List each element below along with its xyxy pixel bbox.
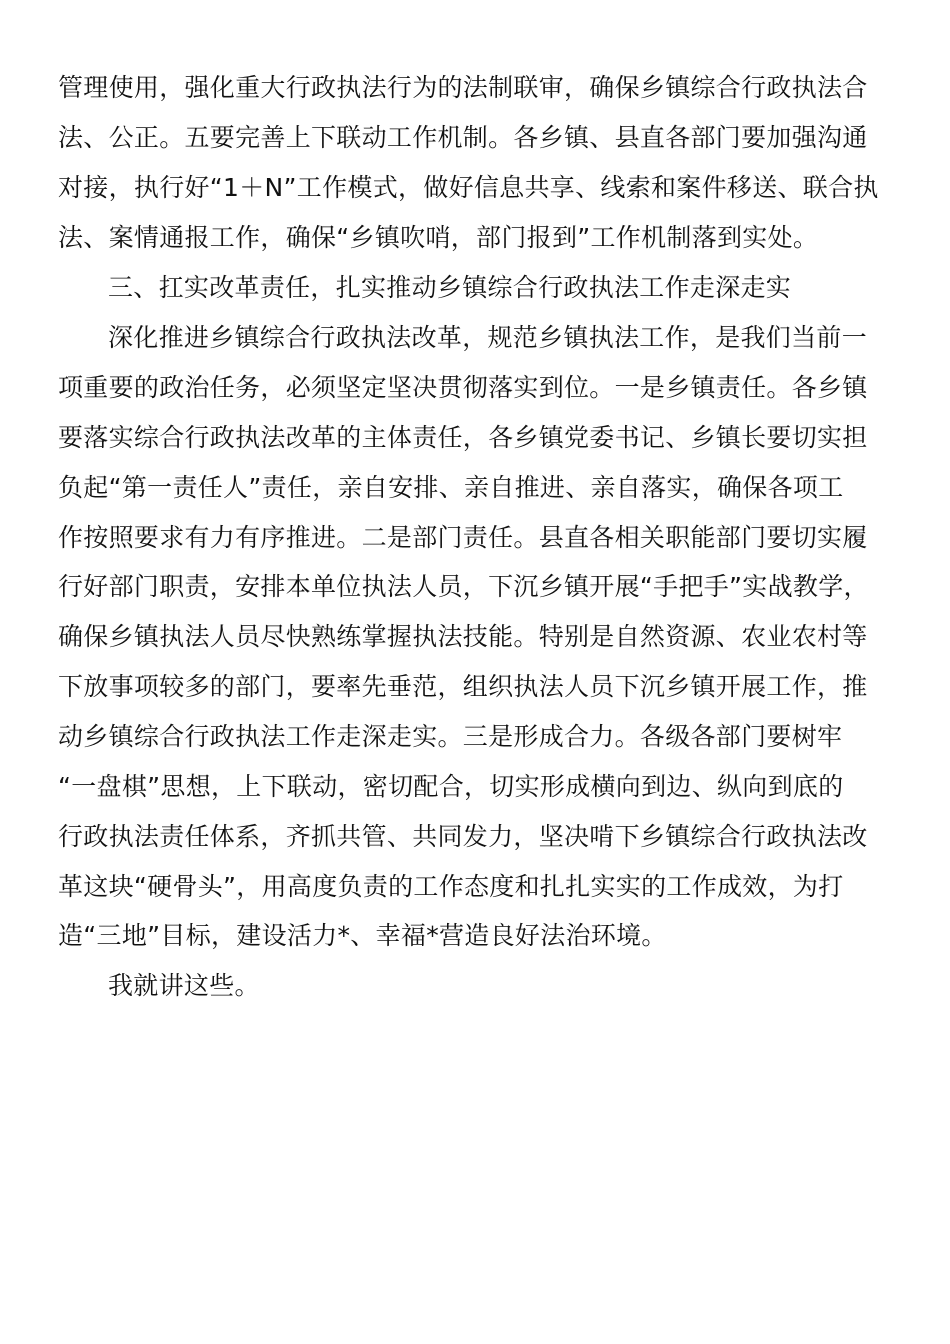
text-line-13: 下放事项较多的部门，要率先垂范，组织执法人员下沉乡镇开展工作，推 bbox=[58, 672, 868, 701]
text-line-12: 确保乡镇执法人员尽快熟练掌握执法技能。特别是自然资源、农业农村等 bbox=[58, 622, 868, 651]
text-line-8: 要落实综合行政执法改革的主体责任，各乡镇党委书记、乡镇长要切实担 bbox=[58, 423, 868, 452]
text-line-7: 项重要的政治任务，必须坚定坚决贯彻落实到位。一是乡镇责任。各乡镇 bbox=[58, 373, 868, 402]
text-line-18: 造“三地”目标，建设活力*、幸福*营造良好法治环境。 bbox=[58, 921, 667, 950]
text-line-1: 管理使用，强化重大行政执法行为的法制联审，确保乡镇综合行政执法合 bbox=[58, 73, 868, 102]
section-heading: 三、扛实改革责任，扎实推动乡镇综合行政执法工作走深走实 bbox=[108, 273, 792, 302]
closing-line: 我就讲这些。 bbox=[108, 971, 260, 1000]
text-line-6: 深化推进乡镇综合行政执法改革，规范乡镇执法工作，是我们当前一 bbox=[108, 323, 868, 352]
text-line-3: 对接，执行好“1＋N”工作模式，做好信息共享、线索和案件移送、联合执 bbox=[58, 173, 879, 202]
text-line-15: “一盘棋”思想，上下联动，密切配合，切实形成横向到边、纵向到底的 bbox=[58, 772, 844, 801]
text-line-16: 行政执法责任体系，齐抓共管、共同发力，坚决啃下乡镇综合行政执法改 bbox=[58, 822, 868, 851]
text-line-10: 作按照要求有力有序推进。二是部门责任。县直各相关职能部门要切实履 bbox=[58, 523, 868, 552]
text-line-14: 动乡镇综合行政执法工作走深走实。三是形成合力。各级各部门要树牢 bbox=[58, 722, 843, 751]
text-line-4: 法、案情通报工作，确保“乡镇吹哨，部门报到”工作机制落到实处。 bbox=[58, 223, 819, 252]
text-line-9: 负起“第一责任人”责任，亲自安排、亲自推进、亲自落实，确保各项工 bbox=[58, 473, 844, 502]
text-line-11: 行好部门职责，安排本单位执法人员，下沉乡镇开展“手把手”实战教学， bbox=[58, 572, 869, 601]
text-line-17: 革这块“硬骨头”，用高度负责的工作态度和扎扎实实的工作成效，为打 bbox=[58, 872, 844, 901]
text-line-2: 法、公正。五要完善上下联动工作机制。各乡镇、县直各部门要加强沟通 bbox=[58, 123, 868, 152]
